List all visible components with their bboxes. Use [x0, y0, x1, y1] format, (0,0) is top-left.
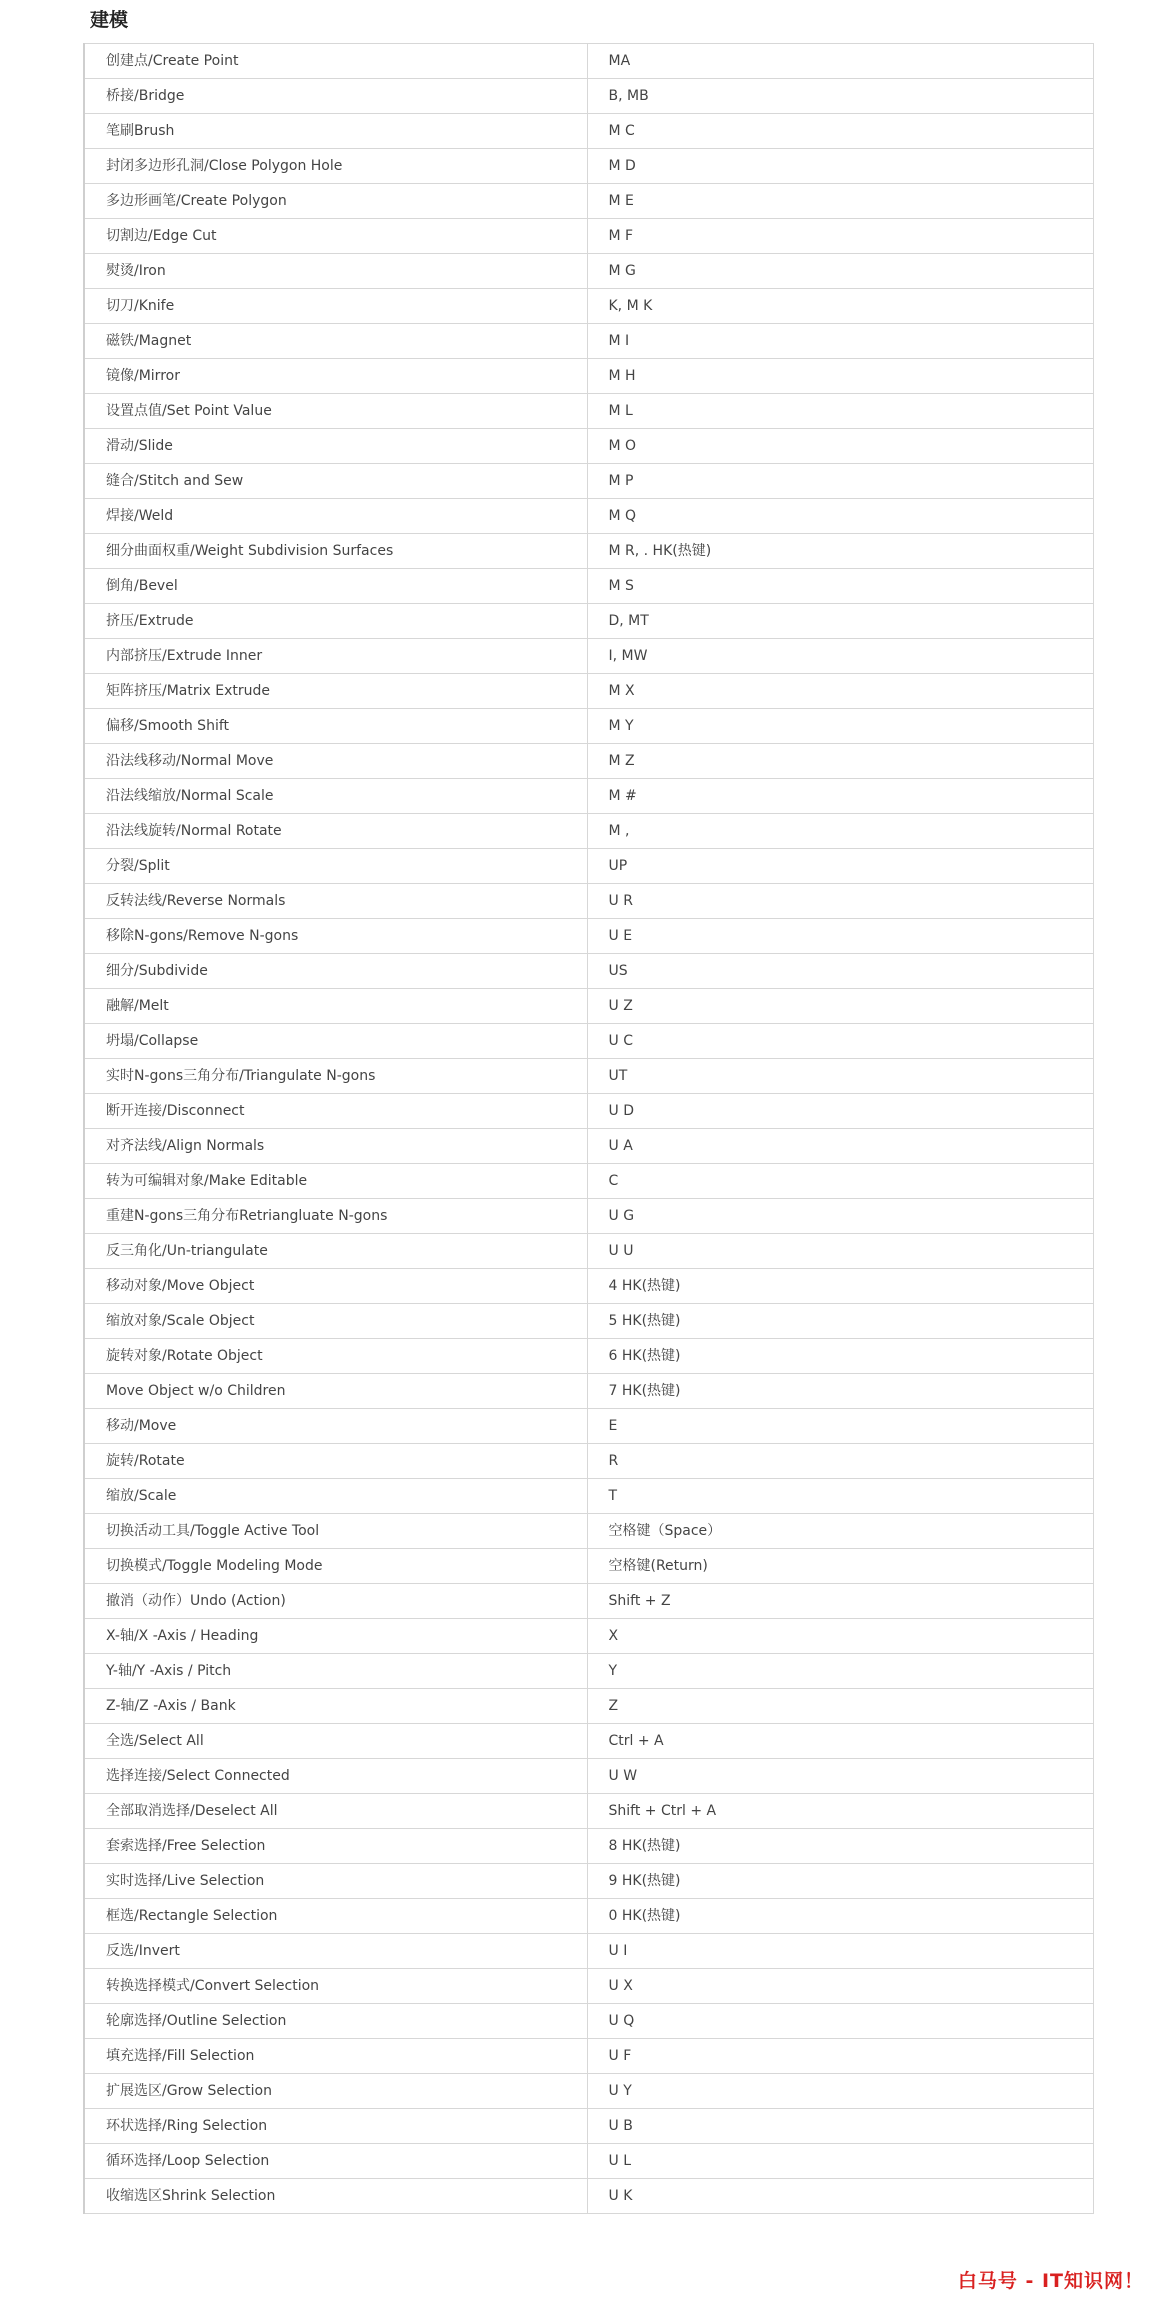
table-row	[84, 1094, 1093, 1129]
shortcut-key-cell: U G	[587, 1199, 1093, 1234]
shortcut-key-cell: U K	[587, 2179, 1093, 2214]
command-name-cell: 实时N-gons三角分布/Triangulate N-gons	[84, 1059, 587, 1094]
command-name-cell: 移除N-gons/Remove N-gons	[84, 919, 587, 954]
table-row	[84, 919, 1093, 954]
shortcut-key-cell: M G	[587, 254, 1093, 289]
shortcut-key-cell: Ctrl + A	[587, 1724, 1093, 1759]
shortcut-key-cell: M Z	[587, 744, 1093, 779]
command-name-cell: 切割边/Edge Cut	[84, 219, 587, 254]
command-name-cell: 反选/Invert	[84, 1934, 587, 1969]
table-row	[84, 849, 1093, 884]
table-row	[84, 814, 1093, 849]
shortcut-key-cell: M R, . HK(热键)	[587, 534, 1093, 569]
command-name-cell: 框选/Rectangle Selection	[84, 1899, 587, 1934]
shortcut-key-cell: M Q	[587, 499, 1093, 534]
table-row	[84, 744, 1093, 779]
shortcut-key-cell: Y	[587, 1654, 1093, 1689]
table-row	[84, 1339, 1093, 1374]
shortcut-key-cell: M ,	[587, 814, 1093, 849]
table-row	[84, 2144, 1093, 2179]
command-name-cell: 磁铁/Magnet	[84, 324, 587, 359]
command-name-cell: 沿法线缩放/Normal Scale	[84, 779, 587, 814]
table-row	[84, 779, 1093, 814]
table-row	[84, 884, 1093, 919]
command-name-cell: 环状选择/Ring Selection	[84, 2109, 587, 2144]
command-name-cell: 撤消（动作）Undo (Action)	[84, 1584, 587, 1619]
command-name-cell: 沿法线旋转/Normal Rotate	[84, 814, 587, 849]
shortcut-key-cell: 4 HK(热键)	[587, 1269, 1093, 1304]
table-row	[84, 1584, 1093, 1619]
command-name-cell: 转为可编辑对象/Make Editable	[84, 1164, 587, 1199]
shortcut-key-cell: UT	[587, 1059, 1093, 1094]
shortcut-key-cell: M I	[587, 324, 1093, 359]
table-row	[84, 324, 1093, 359]
shortcut-key-cell: U X	[587, 1969, 1093, 2004]
shortcut-key-cell: 空格键（Space）	[587, 1514, 1093, 1549]
table-row	[84, 2074, 1093, 2109]
command-name-cell: 扩展选区/Grow Selection	[84, 2074, 587, 2109]
command-name-cell: 实时选择/Live Selection	[84, 1864, 587, 1899]
shortcut-key-cell: Z	[587, 1689, 1093, 1724]
shortcut-key-cell: U A	[587, 1129, 1093, 1164]
shortcut-key-cell: U Q	[587, 2004, 1093, 2039]
table-row	[84, 2179, 1093, 2214]
command-name-cell: 内部挤压/Extrude Inner	[84, 639, 587, 674]
shortcut-key-cell: 8 HK(热键)	[587, 1829, 1093, 1864]
shortcut-key-cell: 5 HK(热键)	[587, 1304, 1093, 1339]
table-row	[84, 954, 1093, 989]
shortcut-key-cell: 空格键(Return)	[587, 1549, 1093, 1584]
table-row	[84, 44, 1093, 79]
command-name-cell: 缩放对象/Scale Object	[84, 1304, 587, 1339]
shortcut-table	[83, 43, 1094, 2214]
command-name-cell: 收缩选区Shrink Selection	[84, 2179, 587, 2214]
command-name-cell: 细分/Subdivide	[84, 954, 587, 989]
table-row	[84, 394, 1093, 429]
table-row	[84, 639, 1093, 674]
table-row	[84, 1934, 1093, 1969]
command-name-cell: 桥接/Bridge	[84, 79, 587, 114]
table-row	[84, 184, 1093, 219]
command-name-cell: 倒角/Bevel	[84, 569, 587, 604]
table-row	[84, 1269, 1093, 1304]
table-row	[84, 1444, 1093, 1479]
shortcut-key-cell: X	[587, 1619, 1093, 1654]
table-row	[84, 1164, 1093, 1199]
table-row	[84, 709, 1093, 744]
table-row	[84, 1409, 1093, 1444]
command-name-cell: 反转法线/Reverse Normals	[84, 884, 587, 919]
shortcut-key-cell: U B	[587, 2109, 1093, 2144]
shortcut-key-cell: U C	[587, 1024, 1093, 1059]
command-name-cell: 滑动/Slide	[84, 429, 587, 464]
table-row	[84, 1234, 1093, 1269]
table-row	[84, 1374, 1093, 1409]
command-name-cell: 挤压/Extrude	[84, 604, 587, 639]
table-row	[84, 1759, 1093, 1794]
command-name-cell: 坍塌/Collapse	[84, 1024, 587, 1059]
table-row	[84, 1619, 1093, 1654]
command-name-cell: 焊接/Weld	[84, 499, 587, 534]
table-row	[84, 1549, 1093, 1584]
table-row	[84, 989, 1093, 1024]
shortcut-key-cell: D, MT	[587, 604, 1093, 639]
command-name-cell: 重建N-gons三角分布Retriangluate N-gons	[84, 1199, 587, 1234]
command-name-cell: 移动/Move	[84, 1409, 587, 1444]
command-name-cell: 多边形画笔/Create Polygon	[84, 184, 587, 219]
command-name-cell: 套索选择/Free Selection	[84, 1829, 587, 1864]
table-row	[84, 114, 1093, 149]
command-name-cell: 旋转/Rotate	[84, 1444, 587, 1479]
shortcut-key-cell: K, M K	[587, 289, 1093, 324]
command-name-cell: 熨烫/Iron	[84, 254, 587, 289]
shortcut-key-cell: M #	[587, 779, 1093, 814]
table-row	[84, 1899, 1093, 1934]
table-row	[84, 464, 1093, 499]
command-name-cell: 断开连接/Disconnect	[84, 1094, 587, 1129]
command-name-cell: 对齐法线/Align Normals	[84, 1129, 587, 1164]
command-name-cell: 沿法线移动/Normal Move	[84, 744, 587, 779]
command-name-cell: 旋转对象/Rotate Object	[84, 1339, 587, 1374]
table-row	[84, 149, 1093, 184]
shortcut-key-cell: U W	[587, 1759, 1093, 1794]
shortcut-key-cell: Shift + Ctrl + A	[587, 1794, 1093, 1829]
command-name-cell: Y-轴/Y -Axis / Pitch	[84, 1654, 587, 1689]
table-row	[84, 1969, 1093, 2004]
shortcut-key-cell: 9 HK(热键)	[587, 1864, 1093, 1899]
table-row	[84, 1514, 1093, 1549]
table-row	[84, 429, 1093, 464]
table-row	[84, 674, 1093, 709]
table-row	[84, 289, 1093, 324]
shortcut-table-body	[84, 44, 1093, 2214]
shortcut-key-cell: M D	[587, 149, 1093, 184]
command-name-cell: Move Object w/o Children	[84, 1374, 587, 1409]
table-row	[84, 1199, 1093, 1234]
shortcut-key-cell: MA	[587, 44, 1093, 79]
command-name-cell: 矩阵挤压/Matrix Extrude	[84, 674, 587, 709]
shortcut-key-cell: U U	[587, 1234, 1093, 1269]
command-name-cell: 封闭多边形孔洞/Close Polygon Hole	[84, 149, 587, 184]
command-name-cell: 转换选择模式/Convert Selection	[84, 1969, 587, 2004]
table-row	[84, 254, 1093, 289]
shortcut-key-cell: M O	[587, 429, 1093, 464]
shortcut-key-cell: U Y	[587, 2074, 1093, 2109]
command-name-cell: 分裂/Split	[84, 849, 587, 884]
watermark: 白马号 - IT知识网！	[957, 2270, 1144, 2292]
command-name-cell: Z-轴/Z -Axis / Bank	[84, 1689, 587, 1724]
table-row	[84, 359, 1093, 394]
command-name-cell: 切刀/Knife	[84, 289, 587, 324]
shortcut-key-cell: 6 HK(热键)	[587, 1339, 1093, 1374]
shortcut-key-cell: US	[587, 954, 1093, 989]
shortcut-key-cell: M F	[587, 219, 1093, 254]
shortcut-key-cell: M L	[587, 394, 1093, 429]
shortcut-key-cell: M P	[587, 464, 1093, 499]
command-name-cell: 镜像/Mirror	[84, 359, 587, 394]
table-row	[84, 1129, 1093, 1164]
shortcut-key-cell: U Z	[587, 989, 1093, 1024]
shortcut-key-cell: U R	[587, 884, 1093, 919]
table-row	[84, 1479, 1093, 1514]
shortcut-key-cell: U F	[587, 2039, 1093, 2074]
section-title: 建模	[90, 9, 129, 31]
shortcut-key-cell: U E	[587, 919, 1093, 954]
shortcut-key-cell: U D	[587, 1094, 1093, 1129]
table-row	[84, 1829, 1093, 1864]
command-name-cell: 反三角化/Un-triangulate	[84, 1234, 587, 1269]
command-name-cell: 偏移/Smooth Shift	[84, 709, 587, 744]
table-row	[84, 604, 1093, 639]
table-row	[84, 569, 1093, 604]
command-name-cell: 切换活动工具/Toggle Active Tool	[84, 1514, 587, 1549]
command-name-cell: 循环选择/Loop Selection	[84, 2144, 587, 2179]
shortcut-key-cell: I, MW	[587, 639, 1093, 674]
table-row	[84, 2039, 1093, 2074]
shortcut-key-cell: 0 HK(热键)	[587, 1899, 1093, 1934]
table-row	[84, 2109, 1093, 2144]
table-row	[84, 534, 1093, 569]
shortcut-key-cell: Shift + Z	[587, 1584, 1093, 1619]
command-name-cell: 缩放/Scale	[84, 1479, 587, 1514]
table-row	[84, 1864, 1093, 1899]
shortcut-key-cell: M Y	[587, 709, 1093, 744]
shortcut-key-cell: R	[587, 1444, 1093, 1479]
command-name-cell: 缝合/Stitch and Sew	[84, 464, 587, 499]
table-row	[84, 499, 1093, 534]
command-name-cell: 设置点值/Set Point Value	[84, 394, 587, 429]
shortcut-key-cell: M X	[587, 674, 1093, 709]
table-row	[84, 1304, 1093, 1339]
command-name-cell: 笔刷Brush	[84, 114, 587, 149]
command-name-cell: 移动对象/Move Object	[84, 1269, 587, 1304]
command-name-cell: 选择连接/Select Connected	[84, 1759, 587, 1794]
table-row	[84, 1794, 1093, 1829]
shortcut-key-cell: M C	[587, 114, 1093, 149]
command-name-cell: 填充选择/Fill Selection	[84, 2039, 587, 2074]
table-row	[84, 1059, 1093, 1094]
command-name-cell: 融解/Melt	[84, 989, 587, 1024]
shortcut-key-cell: E	[587, 1409, 1093, 1444]
shortcut-key-cell: C	[587, 1164, 1093, 1199]
table-row	[84, 1689, 1093, 1724]
shortcut-key-cell: 7 HK(热键)	[587, 1374, 1093, 1409]
shortcut-key-cell: M S	[587, 569, 1093, 604]
command-name-cell: 创建点/Create Point	[84, 44, 587, 79]
table-row	[84, 2004, 1093, 2039]
command-name-cell: X-轴/X -Axis / Heading	[84, 1619, 587, 1654]
command-name-cell: 轮廓选择/Outline Selection	[84, 2004, 587, 2039]
shortcut-key-cell: B, MB	[587, 79, 1093, 114]
shortcut-key-cell: M E	[587, 184, 1093, 219]
table-row	[84, 1654, 1093, 1689]
table-row	[84, 219, 1093, 254]
shortcut-key-cell: UP	[587, 849, 1093, 884]
shortcut-key-cell: U L	[587, 2144, 1093, 2179]
command-name-cell: 全部取消选择/Deselect All	[84, 1794, 587, 1829]
shortcut-key-cell: M H	[587, 359, 1093, 394]
command-name-cell: 切换模式/Toggle Modeling Mode	[84, 1549, 587, 1584]
table-row	[84, 79, 1093, 114]
command-name-cell: 全选/Select All	[84, 1724, 587, 1759]
table-row	[84, 1024, 1093, 1059]
table-row	[84, 1724, 1093, 1759]
shortcut-key-cell: T	[587, 1479, 1093, 1514]
shortcut-key-cell: U I	[587, 1934, 1093, 1969]
command-name-cell: 细分曲面权重/Weight Subdivision Surfaces	[84, 534, 587, 569]
